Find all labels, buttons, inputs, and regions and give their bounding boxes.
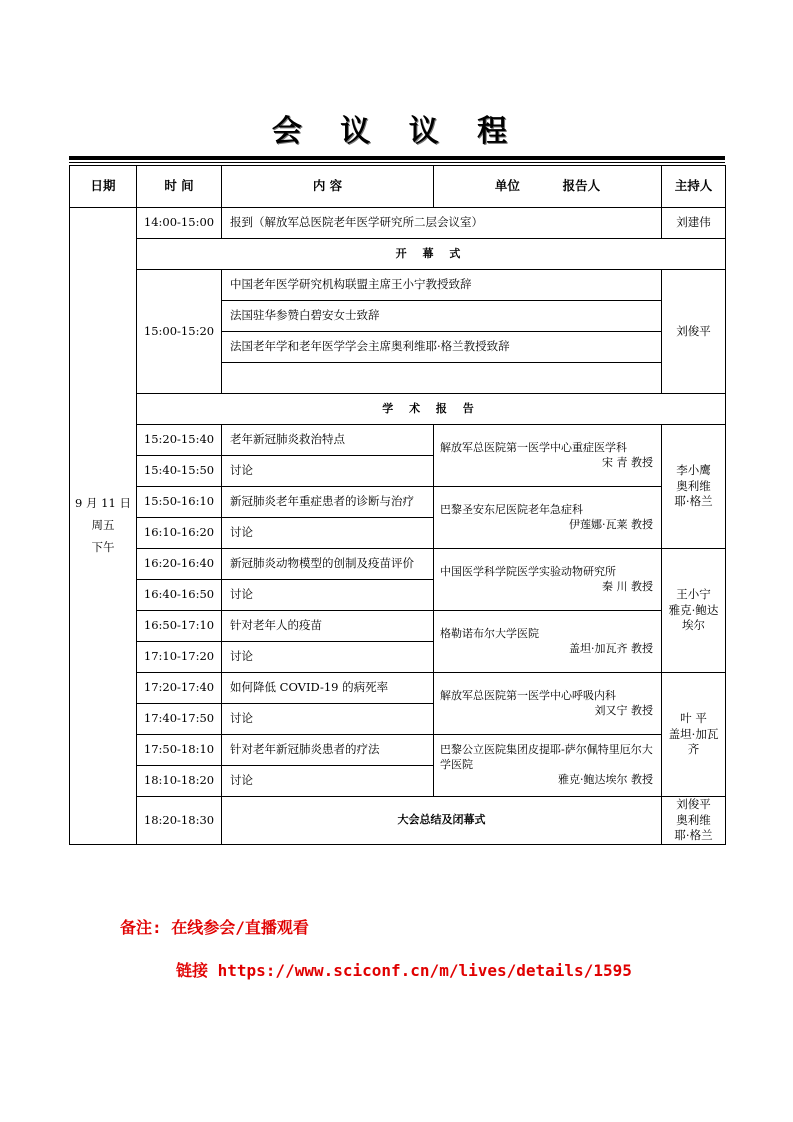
unit-name: 巴黎圣安东尼医院老年急症科 [440,502,583,516]
table-row [70,487,726,518]
content-cell: 老年新冠肺炎救治特点 [222,425,434,456]
header-date: 日期 [70,166,137,208]
time-cell: 18:10-18:20 [137,766,222,797]
header-host: 主持人 [662,166,726,208]
unit-name: 解放军总医院第一医学中心重症医学科 [440,440,627,454]
unit-name: 解放军总医院第一医学中心呼吸内科 [440,688,616,702]
time-cell: 16:10-16:20 [137,518,222,549]
host-line: 刘俊平 [676,797,711,812]
content-cell: 法国驻华参赞白碧安女士致辞 [222,301,662,332]
table-row [70,611,726,642]
speaker-name: 宋 青 教授 [602,455,653,469]
title-rule-thick [69,156,725,160]
section-opening-title: 开 幕 式 [137,239,726,270]
table-row [70,735,726,766]
host-cell [662,549,726,673]
closing-content: 大会总结及闭幕式 [222,797,662,845]
content-cell: 法国老年学和老年医学学会主席奥利维耶·格兰教授致辞 [222,332,662,363]
content-cell [222,363,662,394]
host-line: 齐 [687,742,700,757]
time-cell: 17:20-17:40 [137,673,222,704]
table-row [70,270,726,301]
host-line: 耶·格兰 [674,828,713,843]
unit-cell [434,735,662,797]
content-cell: 如何降低 COVID-19 的病死率 [222,673,434,704]
agenda-table [69,165,726,845]
header-time: 时 间 [137,166,222,208]
time-cell: 18:20-18:30 [137,797,222,845]
time-cell: 16:50-17:10 [137,611,222,642]
table-row [70,673,726,704]
section-row [70,239,726,270]
unit-name: 中国医学科学院医学实验动物研究所 [440,564,616,578]
table-row [70,797,726,845]
content-cell: 讨论 [222,704,434,735]
weekday-text: 周五 [91,518,115,533]
content-cell: 报到（解放军总医院老年医学研究所二层会议室） [222,208,662,239]
content-cell: 讨论 [222,518,434,549]
host-line: 李小鹰 [676,463,711,478]
unit-cell [434,549,662,611]
host-line: 盖坦·加瓦 [668,726,719,741]
time-cell: 15:40-15:50 [137,456,222,487]
content-cell: 中国老年医学研究机构联盟主席王小宁教授致辞 [222,270,662,301]
content-cell: 讨论 [222,766,434,797]
time-cell: 17:40-17:50 [137,704,222,735]
host-cell: 刘俊平 [662,270,726,394]
speaker-name: 盖坦·加瓦齐 教授 [569,641,653,655]
time-cell: 17:10-17:20 [137,642,222,673]
content-cell: 针对老年人的疫苗 [222,611,434,642]
content-cell: 讨论 [222,456,434,487]
speaker-name: 秦 川 教授 [602,579,653,593]
speaker-name: 雅克·鲍达埃尔 教授 [558,772,653,786]
host-cell [662,425,726,549]
header-content: 内 容 [222,166,434,208]
unit-cell [434,673,662,735]
period-text: 下午 [91,539,115,554]
section-row [70,394,726,425]
content-cell: 新冠肺炎老年重症患者的诊断与治疗 [222,487,434,518]
host-line: 王小宁 [676,587,711,602]
content-cell: 新冠肺炎动物模型的创制及疫苗评价 [222,549,434,580]
host-line: 耶·格兰 [674,494,713,509]
unit-name: 巴黎公立医院集团皮提耶-萨尔佩特里厄尔大学医院 [440,743,653,772]
table-row [70,549,726,580]
header-unit: 单位 [494,178,520,194]
header-speaker: 报告人 [562,178,601,194]
content-cell: 讨论 [222,580,434,611]
time-cell: 15:50-16:10 [137,487,222,518]
note-text: 备注: 在线参会/直播观看 [120,918,309,937]
host-line: 埃尔 [682,618,705,633]
host-line: 雅克·鲍达 [668,602,719,617]
header-row [70,166,726,208]
host-cell [662,797,726,845]
content-cell: 讨论 [222,642,434,673]
header-unit-speaker [434,166,662,208]
time-cell: 17:50-18:10 [137,735,222,766]
unit-cell [434,425,662,487]
time-cell: 15:20-15:40 [137,425,222,456]
time-cell: 16:40-16:50 [137,580,222,611]
date-cell [70,208,137,845]
page-title: 会 议 议 程 [271,114,522,149]
time-cell: 16:20-16:40 [137,549,222,580]
unit-name: 格勒诺布尔大学医院 [440,626,539,640]
host-line: 奥利维 [676,812,711,827]
host-line: 叶 平 [680,711,707,726]
speaker-name: 伊莲娜·瓦莱 教授 [569,517,653,531]
time-cell: 15:00-15:20 [137,270,222,394]
host-cell: 刘建伟 [662,208,726,239]
host-line: 奥利维 [676,478,711,493]
title-rule-thin [69,162,725,163]
table-row [70,425,726,456]
table-row [70,208,726,239]
unit-cell [434,487,662,549]
unit-cell [434,611,662,673]
livestream-link[interactable]: 链接 https://www.sciconf.cn/m/lives/details/1595 [176,961,632,980]
date-text: 9 月 11 日 [75,496,131,511]
speaker-name: 刘又宁 教授 [594,703,653,717]
content-cell: 针对老年新冠肺炎患者的疗法 [222,735,434,766]
section-academic-title: 学 术 报 告 [137,394,726,425]
host-cell [662,673,726,797]
time-cell: 14:00-15:00 [137,208,222,239]
